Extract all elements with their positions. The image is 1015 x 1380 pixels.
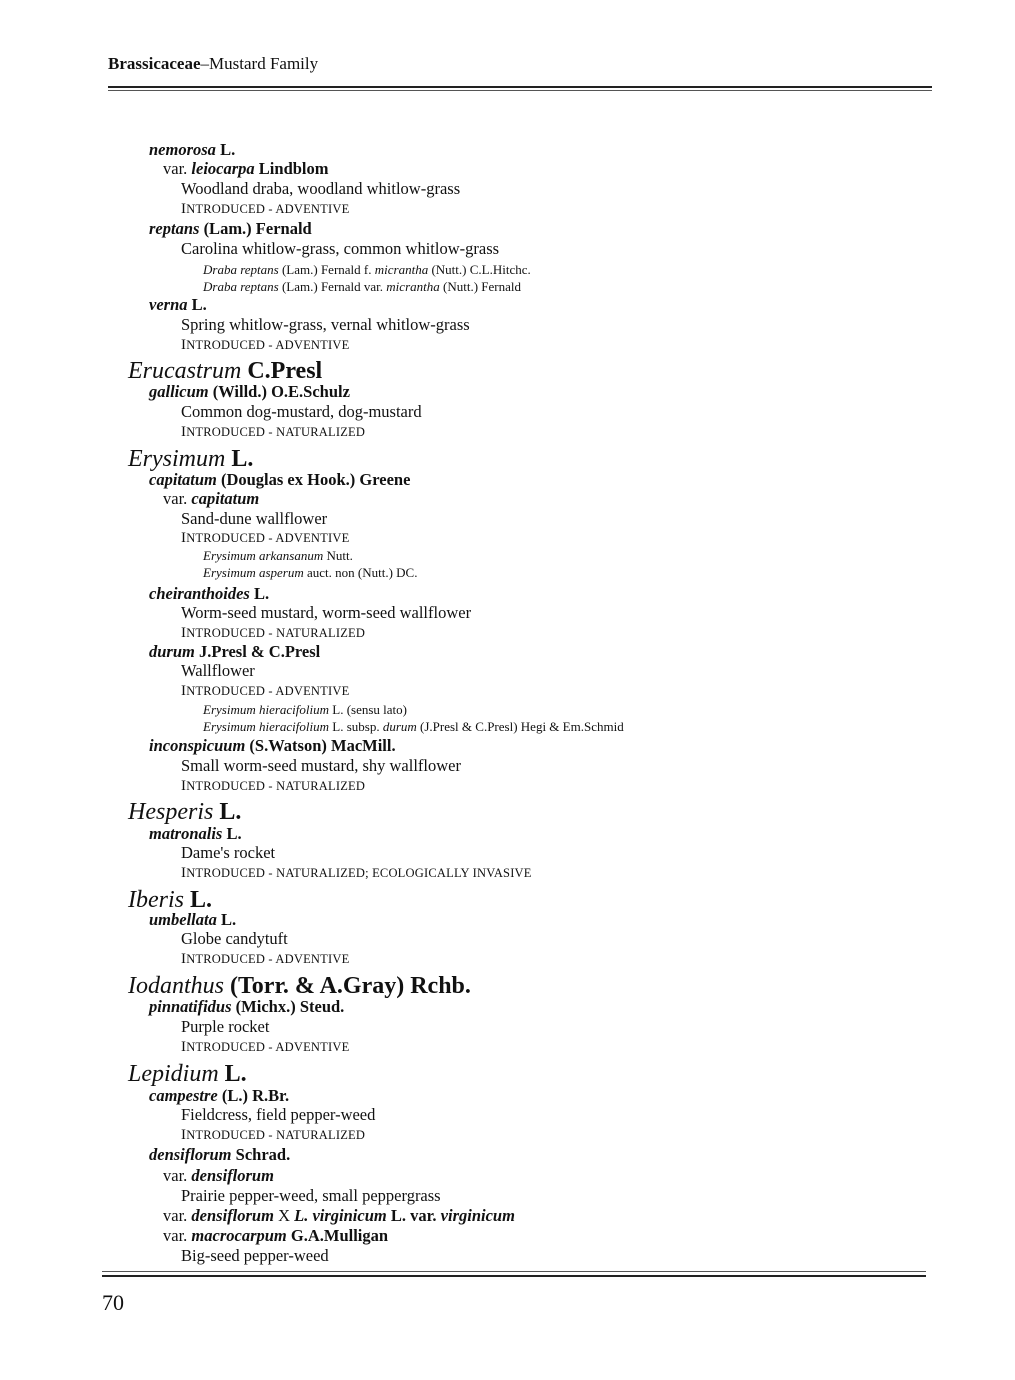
- synonym-infra-epithet: micrantha: [374, 262, 429, 277]
- common-name: [181, 1188, 441, 1205]
- status-line: [181, 531, 349, 546]
- variety-epithet: densiflorum: [191, 1166, 274, 1185]
- variety-authority: G.A.Mulligan: [286, 1226, 389, 1245]
- synonym-infra-epithet: micrantha: [386, 279, 440, 294]
- common-name-text: Carolina whitlow-grass, common whitlow-grass: [181, 239, 500, 258]
- footer-rule-top: [102, 1271, 926, 1272]
- species-epithet: gallicum: [149, 382, 209, 401]
- common-name: [181, 181, 460, 198]
- genus-authority: L.: [225, 446, 254, 472]
- common-name-text: Prairie pepper-weed, small peppergrass: [181, 1186, 441, 1205]
- variety-authority: Lindblom: [254, 159, 329, 178]
- hybrid-cross: X: [273, 1206, 295, 1225]
- genus-heading: [128, 888, 212, 912]
- species-epithet: nemorosa: [149, 140, 216, 159]
- status-line: [181, 626, 365, 641]
- synonym-line: [203, 566, 417, 579]
- species-entry: [149, 738, 396, 755]
- status-initial: I: [181, 530, 187, 546]
- common-name-text: Woodland draba, woodland whitlow-grass: [181, 179, 461, 198]
- synonym-line: [203, 549, 353, 562]
- common-name-text: Globe candytuft: [181, 929, 288, 948]
- common-name-text: Purple rocket: [181, 1017, 270, 1036]
- synonym-name: Erysimum asperum: [203, 565, 304, 580]
- synonym-infra-epithet: durum: [382, 719, 417, 734]
- status-text: NTRODUCED - ADVENTIVE: [186, 202, 350, 216]
- species-epithet: densiflorum: [149, 1145, 232, 1164]
- status-text: NTRODUCED - ADVENTIVE: [186, 338, 350, 352]
- status-text: NTRODUCED - NATURALIZED: [186, 626, 366, 640]
- common-name: [181, 404, 422, 421]
- synonym-authority: auct. non (Nutt.) DC.: [303, 565, 418, 580]
- species-authority: L.: [215, 140, 236, 159]
- synonym-authority: Nutt.: [323, 548, 353, 563]
- synonym-name: Erysimum arkansanum: [203, 548, 324, 563]
- common-name: [181, 758, 461, 775]
- synonym-infra-authority: (Nutt.) Fernald: [439, 279, 521, 294]
- species-epithet: inconspicuum: [149, 736, 246, 755]
- running-head: [108, 54, 318, 74]
- header-rule-bottom: [108, 90, 932, 91]
- status-initial: I: [181, 424, 187, 440]
- synonym-authority: (Lam.) Fernald var.: [278, 279, 387, 294]
- status-line: [181, 866, 532, 881]
- status-text: NTRODUCED - ADVENTIVE: [186, 531, 350, 545]
- hybrid-keyword: var.: [163, 1206, 192, 1225]
- common-name-text: Small worm-seed mustard, shy wallflower: [181, 756, 461, 775]
- hybrid-authority: L. var.: [386, 1206, 441, 1225]
- variety-entry: [163, 1168, 274, 1185]
- status-line: [181, 779, 365, 794]
- status-line: [181, 952, 349, 967]
- species-authority: L.: [187, 295, 207, 314]
- variety-entry: [163, 491, 259, 508]
- genus-name: Erucastrum: [128, 358, 242, 384]
- synonym-name: Draba reptans: [203, 262, 279, 277]
- hybrid-entry: [163, 1208, 515, 1225]
- synonym-name: Draba reptans: [203, 279, 279, 294]
- synonym-authority: L. (sensu lato): [329, 702, 407, 717]
- species-entry: [149, 1088, 289, 1105]
- species-authority: J.Presl & C.Presl: [194, 642, 321, 661]
- species-authority: (Michx.) Steud.: [231, 997, 345, 1016]
- common-name: [181, 605, 471, 622]
- status-initial: I: [181, 625, 187, 641]
- common-name: [181, 511, 327, 528]
- status-line: [181, 425, 365, 440]
- variety-entry: [163, 161, 329, 178]
- genus-heading: [128, 447, 253, 471]
- status-initial: I: [181, 778, 187, 794]
- species-epithet: capitatum: [149, 470, 217, 489]
- species-entry: [149, 297, 207, 314]
- species-epithet: campestre: [149, 1086, 218, 1105]
- species-epithet: durum: [149, 642, 195, 661]
- common-name: [181, 317, 470, 334]
- genus-heading: [128, 974, 471, 998]
- species-entry: [149, 221, 312, 238]
- common-name: [181, 1019, 269, 1036]
- status-initial: I: [181, 1039, 187, 1055]
- species-authority: L.: [216, 910, 237, 929]
- species-entry: [149, 384, 350, 401]
- status-initial: I: [181, 1127, 187, 1143]
- common-name-text: Spring whitlow-grass, vernal whitlow-grass: [181, 315, 470, 334]
- header-rule-top: [108, 86, 932, 88]
- footer-rule-bottom: [102, 1275, 926, 1277]
- variety-keyword: var.: [163, 489, 192, 508]
- status-text: NTRODUCED - ADVENTIVE: [186, 684, 350, 698]
- species-authority: L.: [222, 824, 242, 843]
- species-epithet: reptans: [149, 219, 200, 238]
- species-epithet: verna: [149, 295, 188, 314]
- status-text: NTRODUCED - NATURALIZED: [186, 1128, 366, 1142]
- status-initial: I: [181, 683, 187, 699]
- hybrid-variety: virginicum: [440, 1206, 515, 1225]
- common-name-text: Worm-seed mustard, worm-seed wallflower: [181, 603, 472, 622]
- synonym-line: [203, 703, 407, 716]
- common-name-text: Sand-dune wallflower: [181, 509, 328, 528]
- species-entry: [149, 142, 235, 159]
- species-authority: (L.) R.Br.: [217, 1086, 290, 1105]
- synonym-name: Erysimum hieracifolium: [203, 719, 330, 734]
- variety-epithet: capitatum: [191, 489, 260, 508]
- species-epithet: cheiranthoides: [149, 584, 250, 603]
- status-initial: I: [181, 337, 187, 353]
- genus-name: Hesperis: [128, 799, 214, 825]
- species-authority: (Lam.) Fernald: [199, 219, 312, 238]
- species-authority: (Douglas ex Hook.) Greene: [216, 470, 411, 489]
- status-line: [181, 1128, 365, 1143]
- common-name-text: Wallflower: [181, 661, 255, 680]
- common-name: [181, 1248, 329, 1265]
- common-name-text: Dame's rocket: [181, 843, 276, 862]
- status-line: [181, 202, 349, 217]
- variety-keyword: var.: [163, 1166, 192, 1185]
- variety-epithet: macrocarpum: [191, 1226, 287, 1245]
- genus-heading: [128, 359, 322, 383]
- synonym-line: [203, 280, 521, 293]
- genus-heading: [128, 1062, 247, 1086]
- genus-name: Iberis: [128, 887, 184, 913]
- status-initial: I: [181, 201, 187, 217]
- running-head-family: Brassicaceae: [108, 54, 201, 73]
- species-epithet: pinnatifidus: [149, 997, 232, 1016]
- species-entry: [149, 1147, 290, 1164]
- genus-authority: (Torr. & A.Gray) Rchb.: [224, 973, 471, 999]
- synonym-infra-authority: (J.Presl & C.Presl) Hegi & Em.Schmid: [416, 719, 624, 734]
- species-entry: [149, 472, 410, 489]
- synonym-name: Erysimum hieracifolium: [203, 702, 330, 717]
- species-epithet: umbellata: [149, 910, 217, 929]
- genus-authority: L.: [213, 799, 242, 825]
- status-text: NTRODUCED - NATURALIZED: [186, 425, 366, 439]
- common-name-text: Big-seed pepper-weed: [181, 1246, 329, 1265]
- synonym-line: [203, 263, 531, 276]
- status-line: [181, 338, 349, 353]
- variety-keyword: var.: [163, 1226, 192, 1245]
- species-authority: Schrad.: [231, 1145, 291, 1164]
- genus-authority: C.Presl: [241, 358, 323, 384]
- variety-keyword: var.: [163, 159, 192, 178]
- variety-entry: [163, 1228, 388, 1245]
- genus-name: Iodanthus: [128, 973, 224, 999]
- species-entry: [149, 586, 269, 603]
- synonym-authority: L. subsp.: [329, 719, 383, 734]
- species-entry: [149, 826, 242, 843]
- genus-name: Lepidium: [128, 1061, 219, 1087]
- status-text: NTRODUCED - ADVENTIVE: [186, 1040, 350, 1054]
- status-initial: I: [181, 951, 187, 967]
- common-name: [181, 241, 499, 258]
- common-name: [181, 845, 275, 862]
- genus-authority: L.: [218, 1061, 247, 1087]
- synonym-line: [203, 720, 624, 733]
- species-entry: [149, 912, 236, 929]
- status-initial: I: [181, 865, 187, 881]
- status-text: NTRODUCED - ADVENTIVE: [186, 952, 350, 966]
- common-name-text: Common dog-mustard, dog-mustard: [181, 402, 422, 421]
- common-name: [181, 663, 255, 680]
- species-entry: [149, 999, 344, 1016]
- common-name-text: Fieldcress, field pepper-weed: [181, 1105, 376, 1124]
- status-text: NTRODUCED - NATURALIZED: [186, 779, 366, 793]
- synonym-authority: (Lam.) Fernald f.: [278, 262, 375, 277]
- synonym-infra-authority: (Nutt.) C.L.Hitchc.: [428, 262, 531, 277]
- page-number: 70: [102, 1290, 124, 1315]
- common-name: [181, 931, 288, 948]
- species-epithet: matronalis: [149, 824, 223, 843]
- species-entry: [149, 644, 320, 661]
- genus-name: Erysimum: [128, 446, 226, 472]
- species-authority: (S.Watson) MacMill.: [245, 736, 396, 755]
- hybrid-parent: L. virginicum: [294, 1206, 387, 1225]
- status-line: [181, 684, 349, 699]
- species-authority: L.: [249, 584, 270, 603]
- status-line: [181, 1040, 349, 1055]
- hybrid-epithet: densiflorum: [191, 1206, 274, 1225]
- common-name: [181, 1107, 375, 1124]
- variety-epithet: leiocarpa: [191, 159, 255, 178]
- status-text: NTRODUCED - NATURALIZED; ECOLOGICALLY INVASIVE: [186, 866, 532, 880]
- species-authority: (Willd.) O.E.Schulz: [208, 382, 350, 401]
- genus-authority: L.: [184, 887, 213, 913]
- running-head-suffix: –Mustard Family: [200, 54, 319, 73]
- genus-heading: [128, 800, 241, 824]
